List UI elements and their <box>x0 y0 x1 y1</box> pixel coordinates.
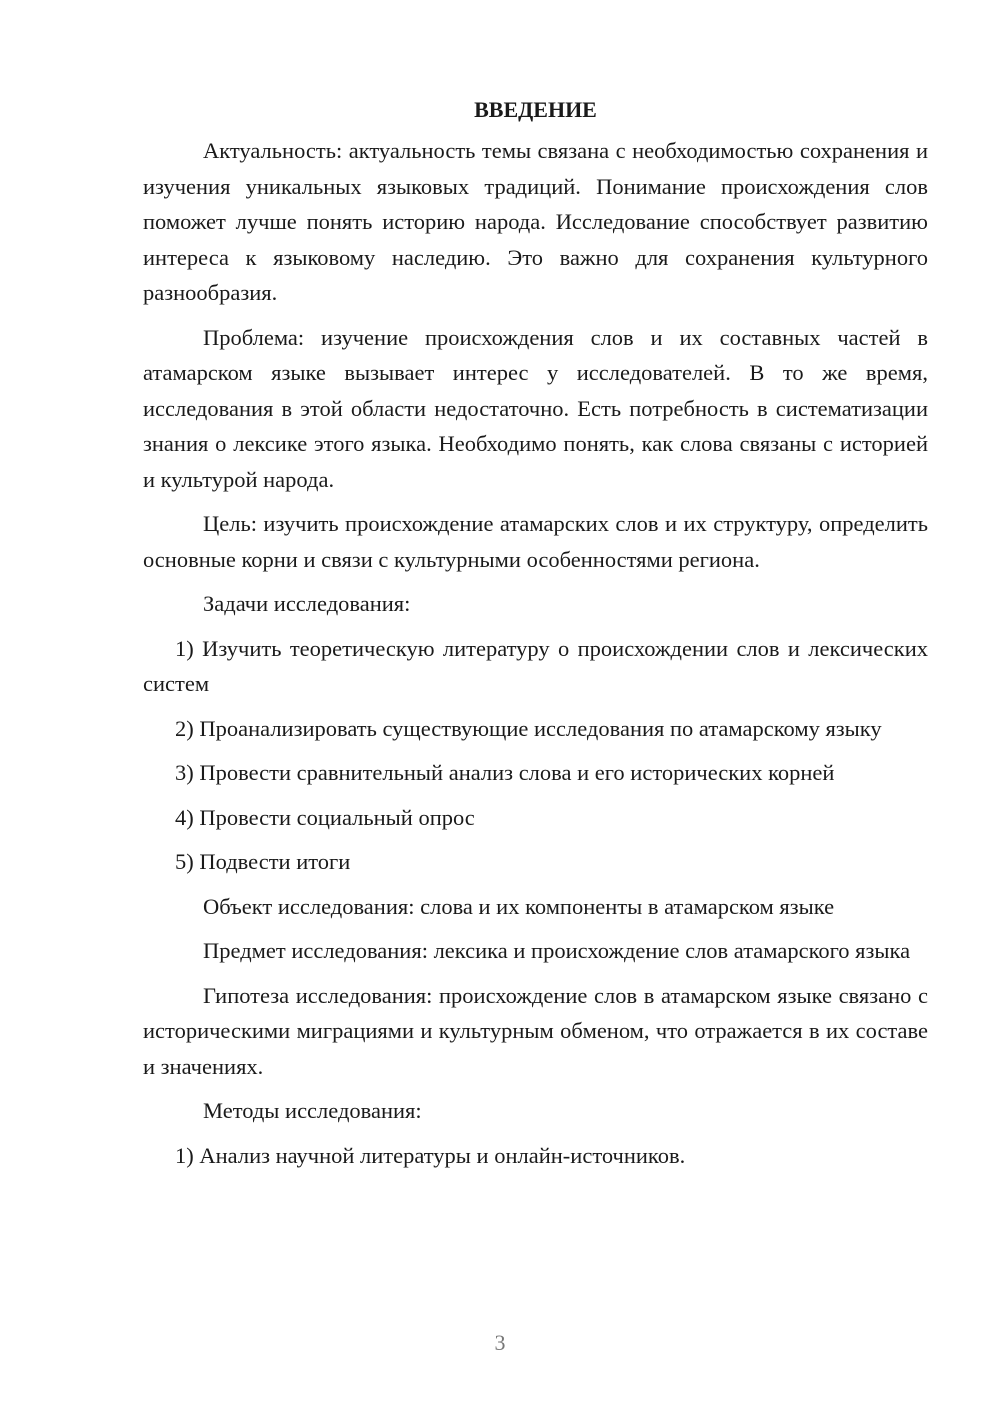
task-item: 1) Изучить теоретическую литературу о происхождении слов и лексических систем <box>143 635 928 696</box>
paragraph-hypothesis: Гипотеза исследования: происхождение слов в атамарском языке связано с историческими миграциями и культурным обменом, что отражается в их составе и значениях. <box>143 982 928 1079</box>
paragraph-relevance: Актуальность: актуальность темы связана с необходимостью сохранения и изучения уникальных языковых традиций. Понимание происхождения слов поможет лучше понять историю народа. Исследование способствует развитию интереса к языковому наследию. Это важно для сохранения культурного разнообразия. <box>143 138 928 305</box>
paragraph-subject: Предмет исследования: лексика и происхождение слов атамарского языка <box>203 938 911 963</box>
method-item: 1) Анализ научной литературы и онлайн-источников. <box>175 1142 686 1168</box>
page-number: 3 <box>494 1330 506 1355</box>
methods-heading: Методы исследования: <box>203 1098 422 1123</box>
task-item: 5) Подвести итоги <box>175 849 351 874</box>
task-item: 3) Провести сравнительный анализ слова и его исторических корней <box>175 760 835 785</box>
task-item: 2) Проанализировать существующие исследования по атамарскому языку <box>175 715 882 741</box>
paragraph-problem: Проблема: изучение происхождения слов и их составных частей в атамарском языке вызывает интерес у исследователей. В то же время, исследования в этой области недостаточно. Есть потребность в систематизации знания о лексике этого языка. Необходимо понять, как слова связаны с историей и культурой народа. <box>143 324 928 492</box>
paragraph-object: Объект исследования: слова и их компоненты в атамарском языке <box>203 893 835 919</box>
task-item: 4) Провести социальный опрос <box>175 804 475 830</box>
paragraph-goal: Цель: изучить происхождение атамарских слов и их структуру, определить основные корни и связи с культурными особенностями региона. <box>143 511 928 572</box>
tasks-heading: Задачи исследования: <box>203 591 411 616</box>
page-title: ВВЕДЕНИЕ <box>474 97 597 122</box>
document-page <box>143 92 928 1182</box>
